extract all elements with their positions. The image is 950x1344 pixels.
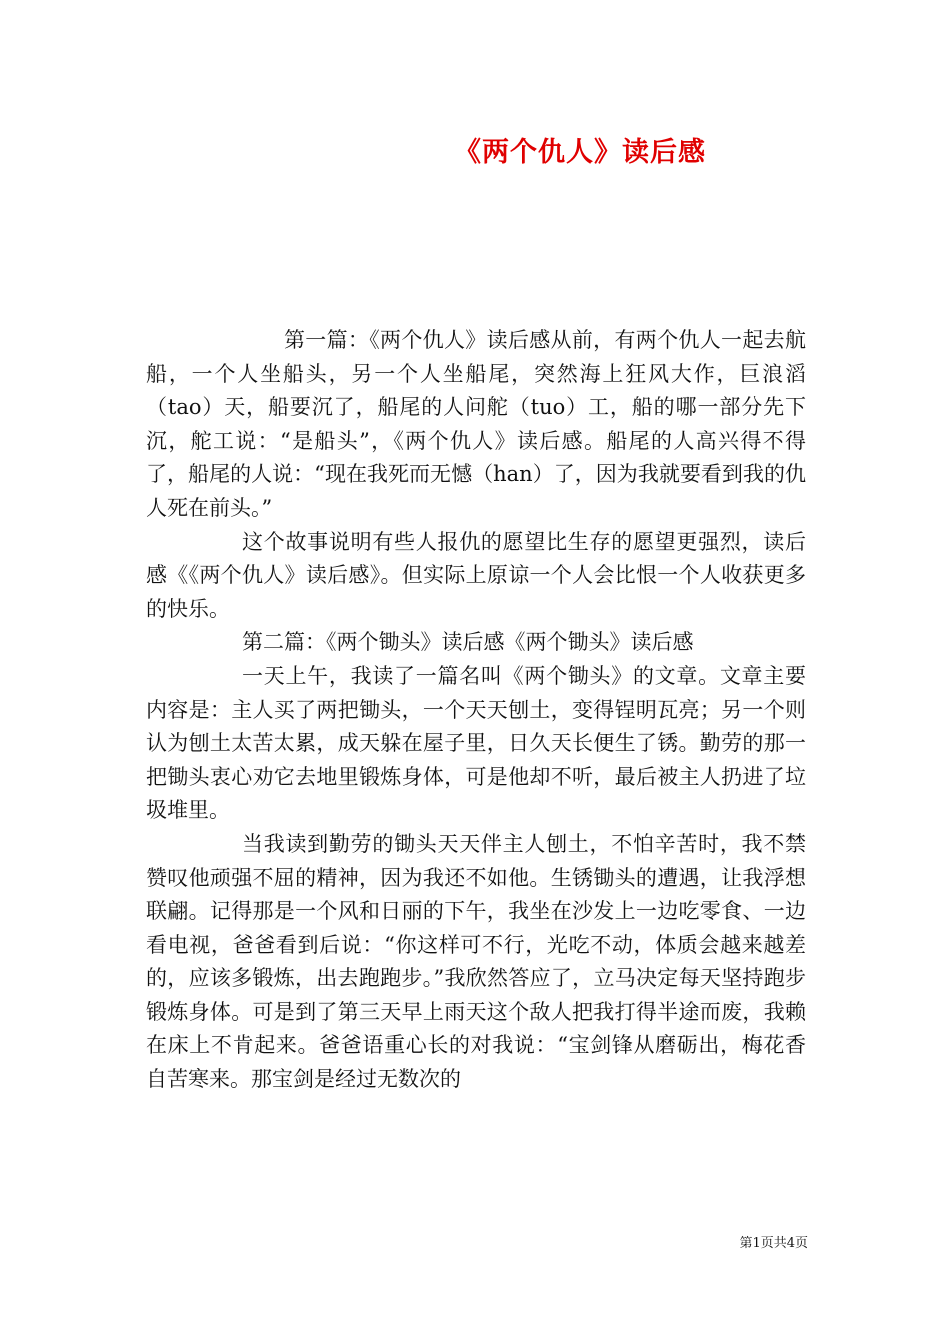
paragraph-3: 一天上午，我读了一篇名叫《两个锄头》的文章。文章主要内容是：主人买了两把锄头，一个天天刨土，变得锃明瓦亮；另一个则认为刨土太苦太累，成天躲在屋子里，日久天长便生了锈。勤劳的那一把锄头衷心劝它去地里锻炼身体，可是他却不听，最后被主人扔进了垃圾堆里。 bbox=[146, 663, 806, 823]
document-body bbox=[146, 324, 806, 1097]
paragraph-4: 当我读到勤劳的锄头天天伴主人刨土，不怕辛苦时，我不禁赞叹他顽强不屈的精神，因为我还不如他。生锈锄头的遭遇，让我浮想联翩。记得那是一个风和日丽的下午，我坐在沙发上一边吃零食、一边看电视，爸爸看到后说：“你这样可不行，光吃不动，体质会越来越差的，应该多锻炼，出去跑跑步。”我欣然答应了，立马决定每天坚持跑步锻炼身体。可是到了第三天早上雨天这个敌人把我打得半途而废，我赖在床上不肯起来。爸爸语重心长的对我说：“宝剑锋从磨砺出，梅花香自苦寒来。那宝剑是经过无数次的 bbox=[146, 831, 806, 1092]
page-footer: 第1页共4页 bbox=[739, 1236, 808, 1251]
paragraph-2: 这个故事说明有些人报仇的愿望比生存的愿望更强烈，读后感《《两个仇人》读后感》。但实际上原谅一个人会比恨一个人收获更多的快乐。 bbox=[146, 529, 806, 621]
section-heading-2: 第二篇：《两个锄头》读后感《两个锄头》读后感 bbox=[242, 630, 694, 655]
document-title: 《两个仇人》读后感 bbox=[454, 137, 706, 168]
paragraph-1: 第一篇：《两个仇人》读后感从前，有两个仇人一起去航船，一个人坐船头，另一个人坐船尾，突然海上狂风大作，巨浪滔（tao）天，船要沉了，船尾的人问舵（tuo）工，船的哪一部分先下沉，舵工说：“是船头”，《两个仇人》读后感。船尾的人高兴得不得了，船尾的人说：“现在我死而无憾（han）了，因为我就要看到我的仇人死在前头。” bbox=[146, 328, 806, 520]
